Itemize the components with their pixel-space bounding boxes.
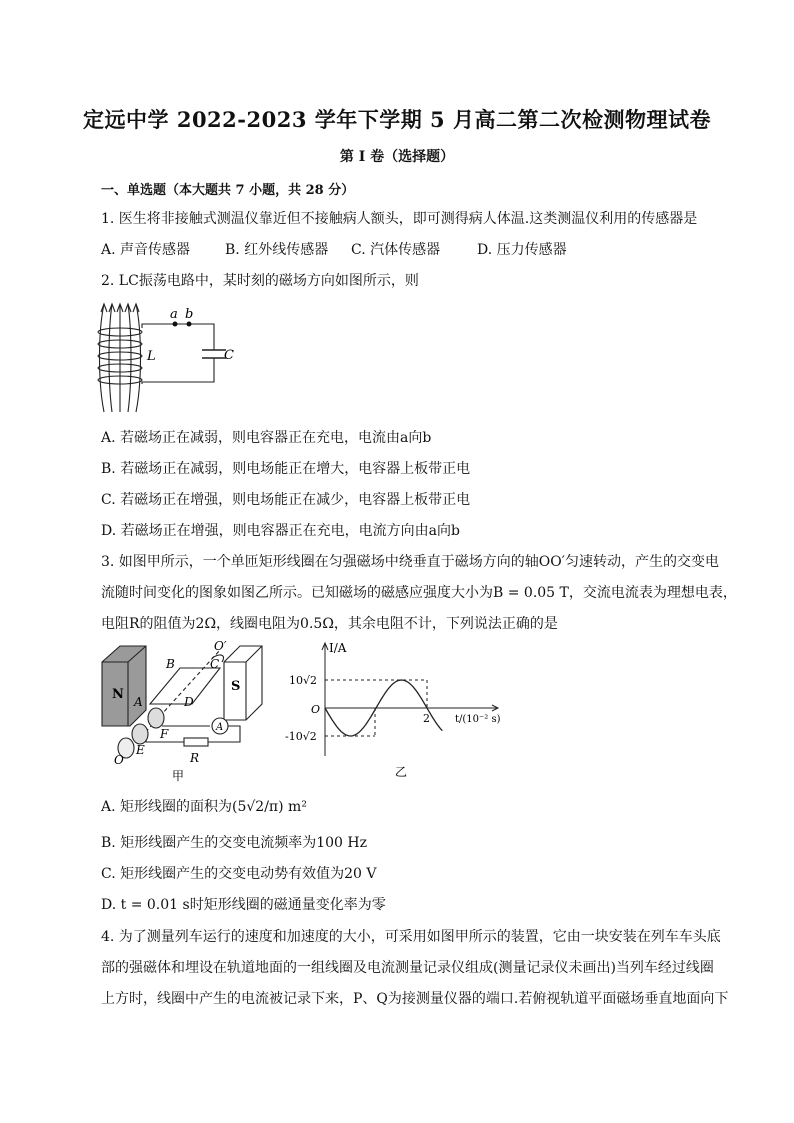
q4-stem-line-1: 4. 为了测量列车运行的速度和加速度的大小，可采用如图甲所示的装置，它由一块安装在列车车头底 — [101, 929, 721, 945]
label-E: E — [136, 743, 145, 757]
q2-option-b[interactable]: B. 若磁场正在减弱，则电场能正在增大，电容器上板带正电 — [101, 461, 471, 477]
y-tick-min: -10√2 — [285, 730, 317, 743]
q3-option-d[interactable]: D. t = 0.01 s时矩形线圈的磁通量变化率为零 — [101, 897, 386, 913]
y-axis-label: I/A — [329, 641, 347, 655]
caption-yi: 乙 — [395, 765, 408, 779]
label-B: B — [166, 657, 175, 671]
q2-option-d[interactable]: D. 若磁场正在增强，则电容器正在充电，电流方向由a向b — [101, 523, 460, 539]
q1-options — [101, 239, 567, 259]
q1-stem: 1. 医生将非接触式测温仪靠近但不接触病人额头，即可测得病人体温.这类测温仪利用的传感器是 — [101, 211, 698, 227]
q1-option-b[interactable]: B. 红外线传感器 — [225, 242, 329, 258]
label-C-coil: C — [210, 657, 220, 671]
q2-option-c[interactable]: C. 若磁场正在增强，则电场能正在减少，电容器上板带正电 — [101, 492, 471, 508]
label-O: O — [114, 753, 124, 767]
label-F: F — [160, 727, 169, 741]
label-N: N — [112, 687, 124, 702]
q3-option-a[interactable]: A. 矩形线圈的面积为(5√2/π) m² — [101, 799, 307, 815]
label-L: L — [147, 349, 156, 364]
x-tick-2: 2 — [423, 712, 430, 725]
caption-jia: 甲 — [172, 769, 185, 782]
q3-stem-line-3: 电阻R的阻值为2Ω，线圈电阻为0.5Ω，其余电阻不计，下列说法正确的是 — [101, 616, 558, 632]
label-A-coil: A — [134, 695, 143, 709]
q2-option-a[interactable]: A. 若磁场正在减弱，则电容器正在充电，电流由a向b — [101, 430, 432, 446]
x-axis-label: t/(10⁻² s) — [455, 714, 501, 725]
label-D: D — [184, 695, 194, 709]
q3-stem-line-1: 3. 如图甲所示，一个单匝矩形线圈在匀强磁场中绕垂直于磁场方向的轴OO′匀速转动，产生的交变电 — [101, 554, 719, 570]
q4-stem-line-3: 上方时，线圈中产生的电流被记录下来，P、Q为接测量仪器的端口.若俯视轨道平面磁场垂直地面向下 — [101, 991, 729, 1007]
generator-figure — [100, 640, 270, 782]
exam-title: 定远中学 2022-2023 学年下学期 5 月高二第二次检测物理试卷 — [83, 107, 711, 132]
q3-option-c[interactable]: C. 矩形线圈产生的交变电动势有效值为20 V — [101, 866, 377, 882]
q3-option-b[interactable]: B. 矩形线圈产生的交变电流频率为100 Hz — [101, 835, 367, 851]
lc-circuit-figure — [96, 302, 246, 414]
label-b: b — [185, 307, 194, 322]
label-R: R — [190, 751, 200, 765]
q1-option-a[interactable]: A. 声音传感器 — [101, 242, 191, 258]
label-O-prime: O′ — [214, 640, 227, 653]
y-tick-max: 10√2 — [289, 674, 318, 687]
origin-label: O — [311, 703, 321, 716]
label-C: C — [224, 348, 234, 363]
q2-stem: 2. LC振荡电路中，某时刻的磁场方向如图所示，则 — [101, 273, 419, 289]
current-time-chart — [285, 640, 515, 782]
q3-stem-line-2: 流随时间变化的图象如图乙所示。已知磁场的磁感应强度大小为B = 0.05 T，交流电流表为理想电表， — [101, 585, 737, 601]
q1-option-c[interactable]: C. 汽体传感器 — [351, 242, 441, 258]
section-heading: 一、单选题（本大题共 7 小题，共 28 分） — [101, 183, 355, 198]
ammeter-icon: A — [216, 722, 224, 733]
q4-stem-line-2: 部的强磁体和埋设在轨道地面的一组线圈及电流测量记录仪组成(测量记录仪未画出)当列车经过线圈 — [101, 960, 714, 976]
q1-option-d[interactable]: D. 压力传感器 — [477, 242, 567, 258]
label-S: S — [231, 679, 241, 694]
label-a: a — [170, 307, 178, 322]
section-title: 第 I 卷（选择题） — [339, 149, 455, 165]
